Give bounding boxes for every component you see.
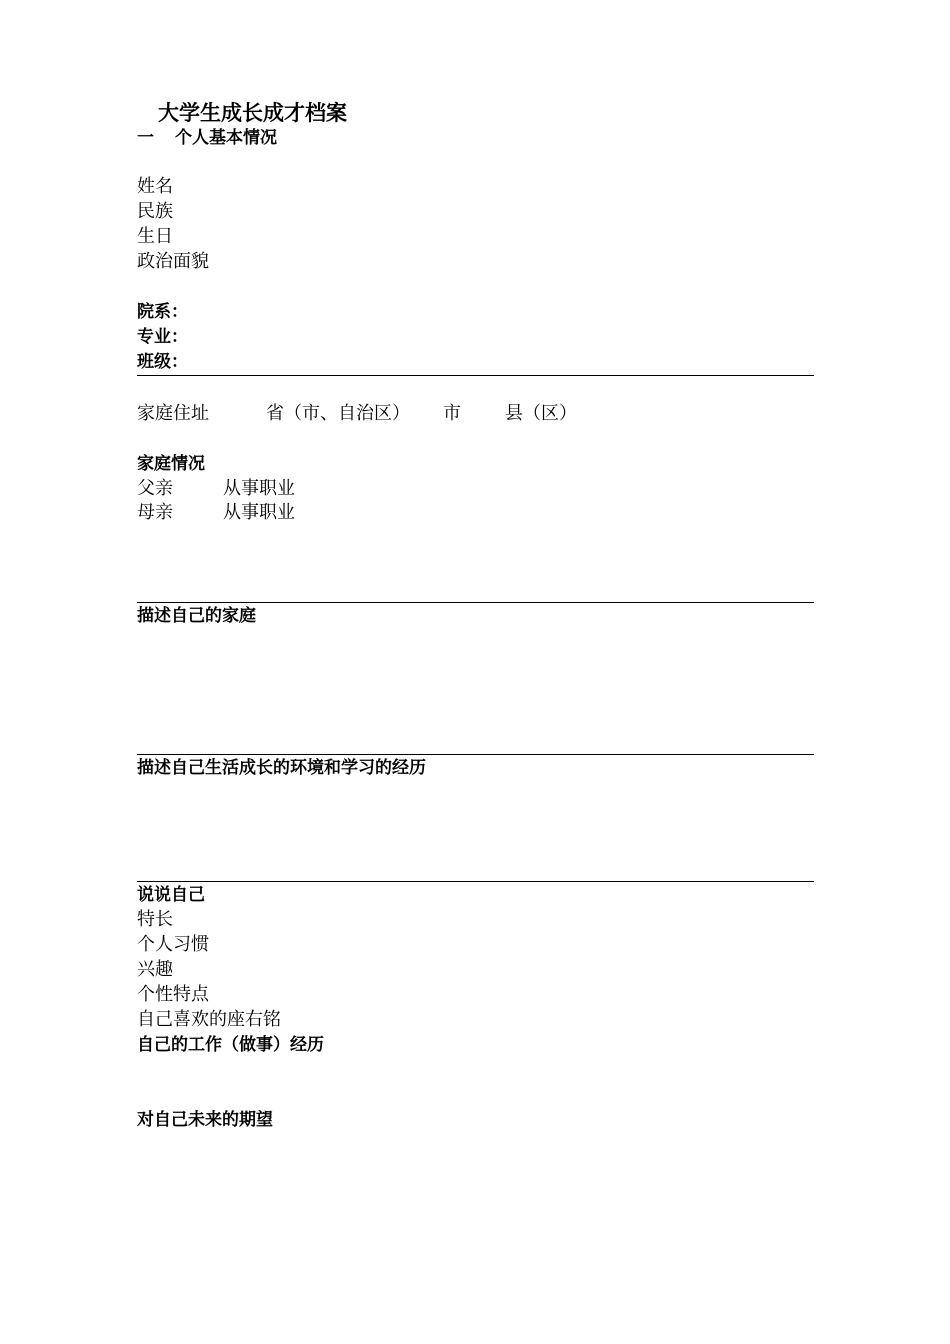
field-address-label: 家庭住址 <box>137 403 209 424</box>
document-title: 大学生成长成才档案 <box>158 101 347 125</box>
field-birthday-label: 生日 <box>137 226 173 247</box>
field-father-job-label: 从事职业 <box>223 478 295 499</box>
field-father-label: 父亲 <box>137 478 173 499</box>
describe-growth-heading: 描述自己生活成长的环境和学习的经历 <box>137 758 426 778</box>
field-city-label: 市 <box>443 403 461 424</box>
about-heading: 说说自己 <box>137 885 205 905</box>
field-province-label: 省（市、自治区） <box>266 403 410 424</box>
field-county-label: 县（区） <box>505 403 577 424</box>
field-political-status-label: 政治面貌 <box>137 251 209 272</box>
field-mother-label: 母亲 <box>137 502 173 523</box>
divider-line <box>137 375 814 376</box>
work-experience-heading: 自己的工作（做事）经历 <box>137 1035 324 1055</box>
divider-line <box>137 881 814 882</box>
field-ethnicity-label: 民族 <box>137 201 173 222</box>
future-expectation-heading: 对自己未来的期望 <box>137 1110 273 1130</box>
divider-line <box>137 602 814 603</box>
field-department-label: 院系： <box>137 302 188 322</box>
section-heading: 个人基本情况 <box>175 128 277 148</box>
field-major-label: 专业： <box>137 327 188 347</box>
field-name-label: 姓名 <box>137 176 173 197</box>
about-item: 特长 <box>137 909 173 930</box>
about-item: 个性特点 <box>137 984 209 1005</box>
about-item: 自己喜欢的座右铭 <box>137 1009 281 1030</box>
section-number: 一 <box>137 128 154 148</box>
field-mother-job-label: 从事职业 <box>223 502 295 523</box>
about-item: 兴趣 <box>137 959 173 980</box>
describe-family-heading: 描述自己的家庭 <box>137 606 256 626</box>
about-item: 个人习惯 <box>137 934 209 955</box>
family-heading: 家庭情况 <box>137 454 205 474</box>
divider-line <box>137 754 814 755</box>
field-class-label: 班级： <box>137 352 188 372</box>
